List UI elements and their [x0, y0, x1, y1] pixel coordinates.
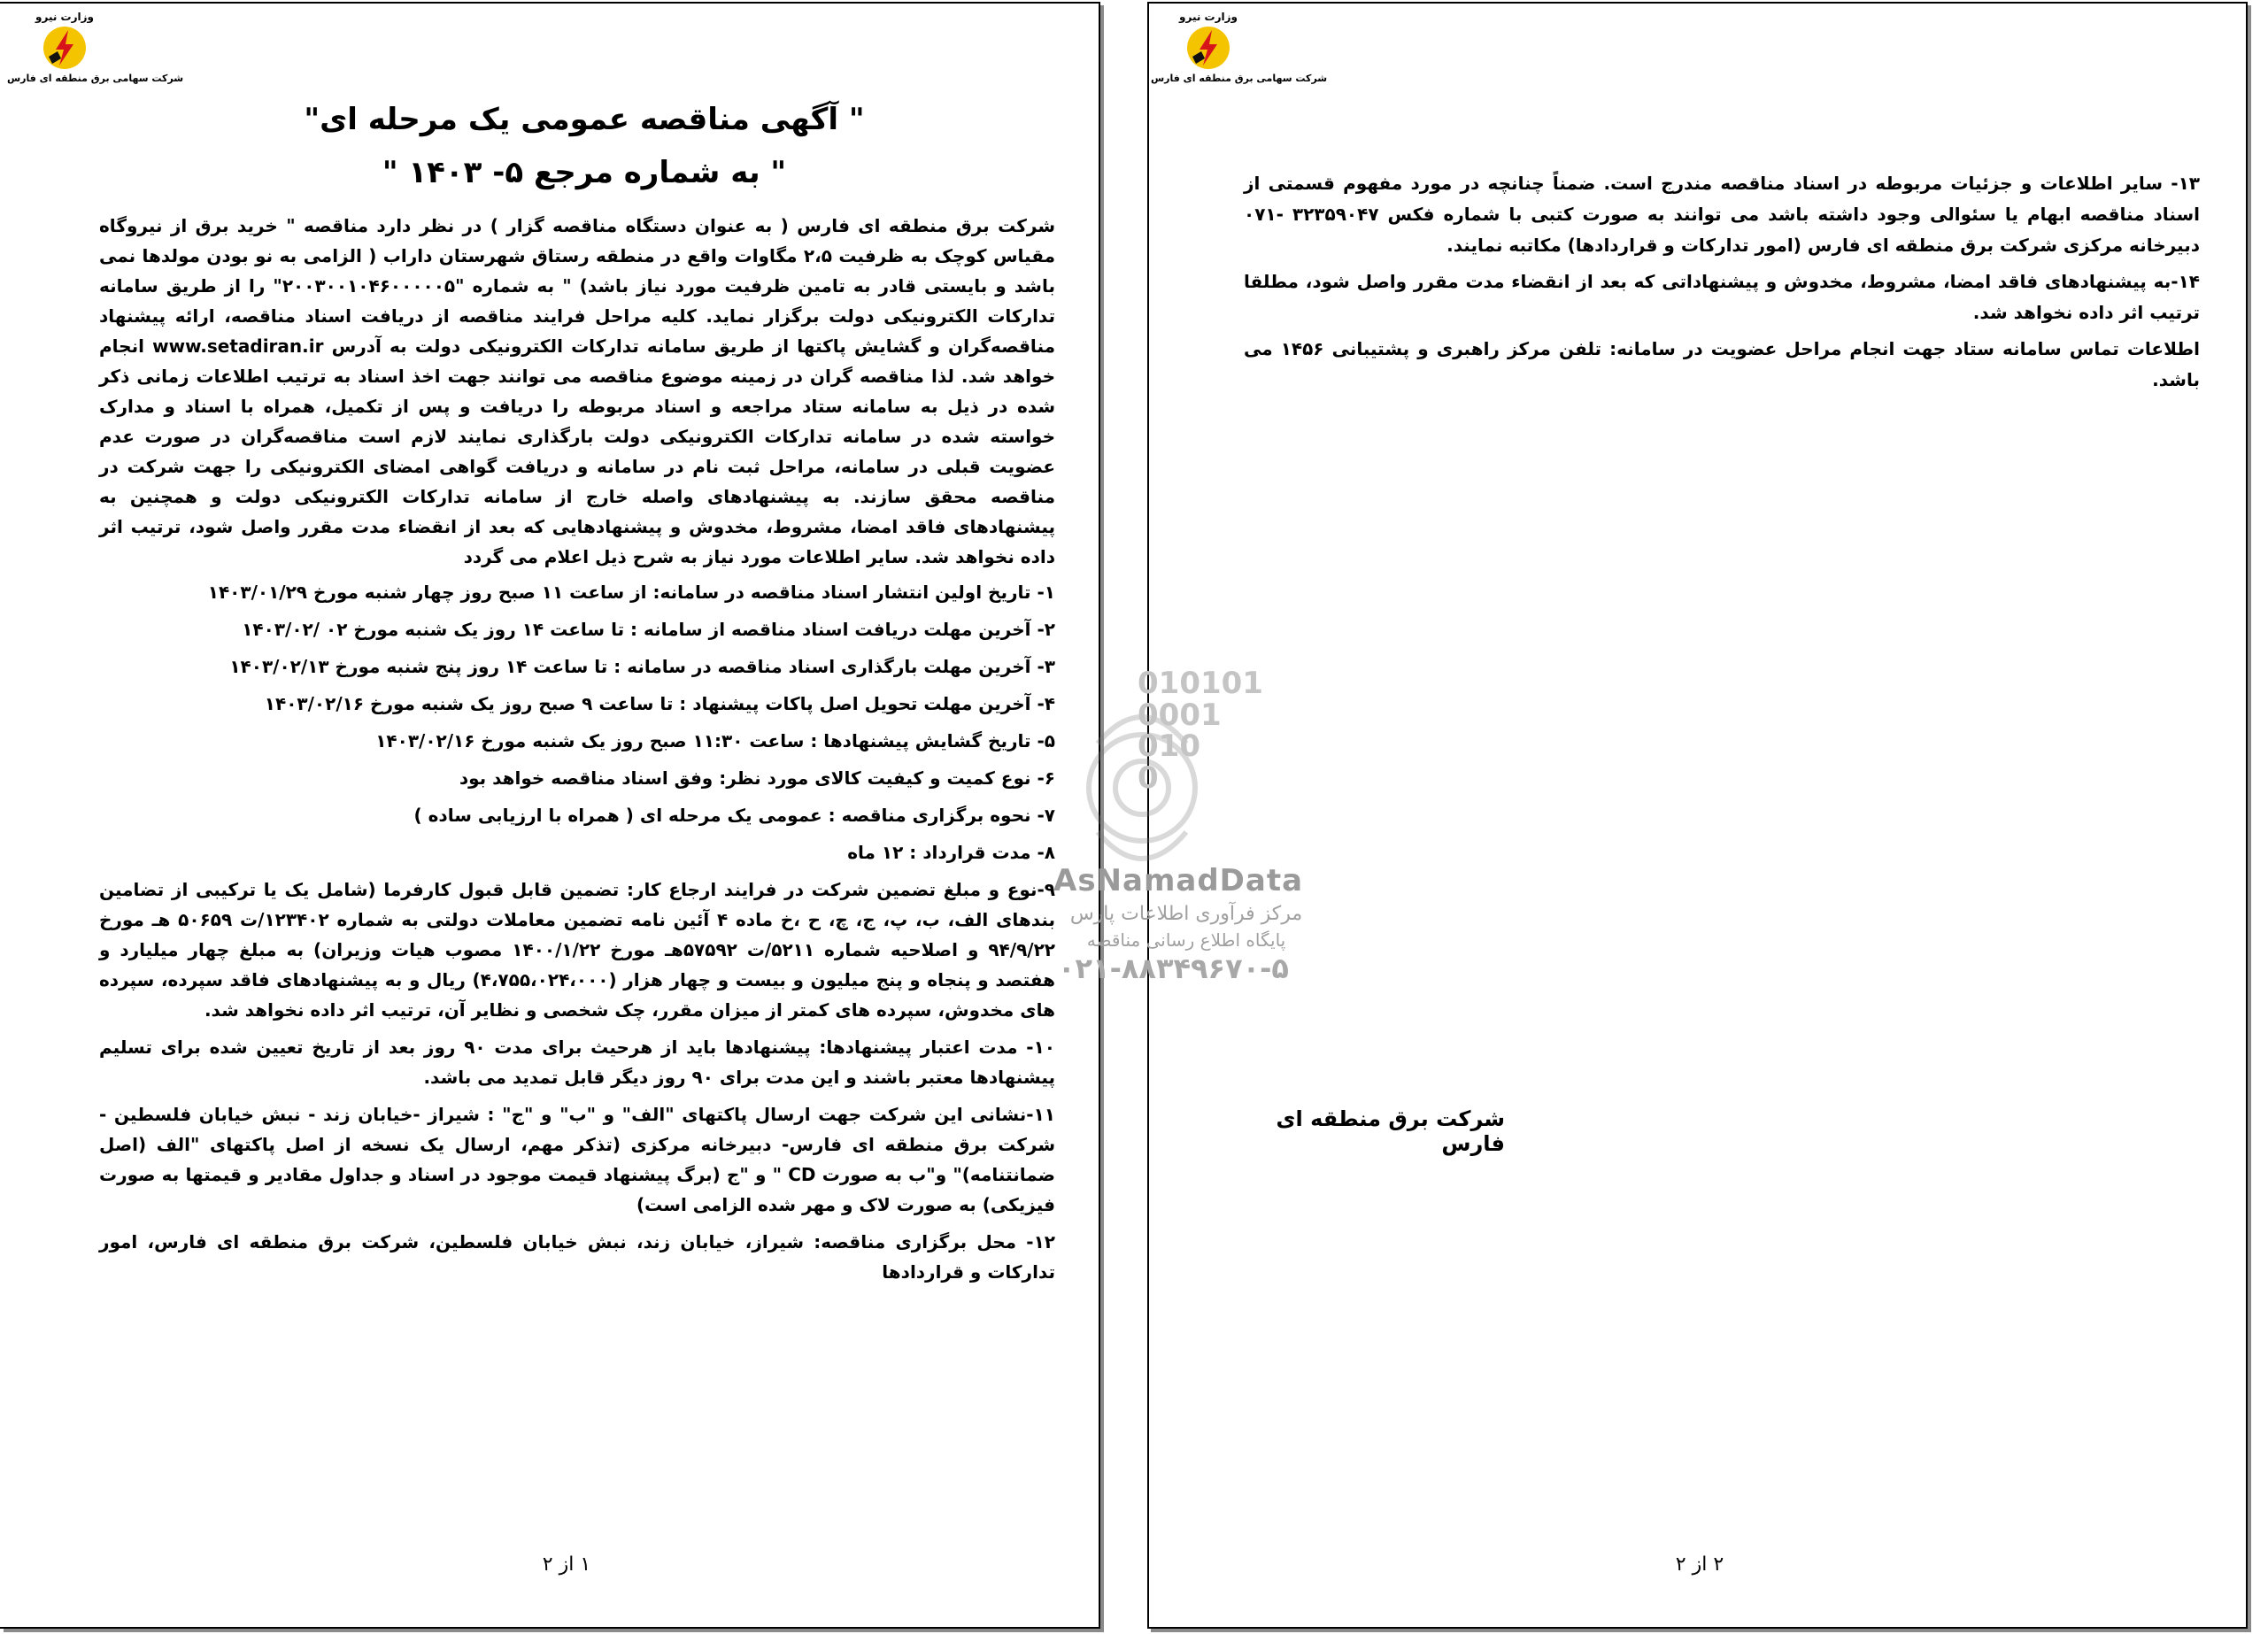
tender-item-6: ۶- نوع کمیت و کیفیت کالای مورد نظر: وفق اسناد مناقصه خواهد بود	[459, 767, 1055, 789]
page-subtitle: " به شماره مرجع ۵- ۱۴۰۳ "	[382, 155, 787, 190]
tender-item-14: ۱۴-به پیشنهادهای فاقد امضا، مشروط، مخدوش و پیشنهاداتی که بعد از انقضاء مدت مقرر واصل شود، مطلقا ترتیب اثر داده نخواهد شد.	[1244, 271, 2200, 323]
page-number: ۲ از ۲	[1675, 1553, 1724, 1576]
company-label: شرکت سهامی برق منطقه ای فارس	[7, 73, 184, 84]
tender-body-continued	[1244, 168, 2200, 401]
contact-info: اطلاعات تماس سامانه ستاد جهت انجام مراحل عضویت در سامانه: تلفن مرکز راهبری و پشتیبانی ۱۴۵۶ می باشد.	[1244, 338, 2200, 390]
tender-item-2: ۲- آخرین مهلت دریافت اسناد مناقصه از سامانه : تا ساعت ۱۴ روز یک شنبه مورخ ۰۲ /۱۴۰۳/۰۲	[242, 619, 1055, 640]
ministry-label: وزارت نیرو	[35, 11, 94, 23]
tender-item-10: ۱۰- مدت اعتبار پیشنهادها: پیشنهادها باید از هرحیث برای مدت ۹۰ روز بعد از تاریخ تعیین شده برای تسلیم پیشنهادها معتبر باشند و این مدت برای ۹۰ روز دیگر قابل تمدید می باشد.	[99, 1037, 1055, 1088]
intro-paragraph: شرکت برق منطقه ای فارس ( به عنوان دستگاه مناقصه گزار ) در نظر دارد مناقصه " خرید برق از نیروگاه مقیاس کوچک به ظرفیت ۲،۵ مگاوات واقع در منطقه رستاق شهرستان داراب ( الزامی به نو بودن مولدها نمی باشد و بایستی قادر به تامین ظرفیت مورد نیاز باشد) " به شماره "۲۰۰۳۰۰۱۰۴۶۰۰۰۰۰۵" را از طریق سامانه تدارکات الکترونیکی دولت برگزار نماید. کلیه مراحل فرایند مناقصه از دریافت اسناد مناقصه، ارائه پیشنهاد مناقصه‌گران و گشایش پاکتها از طریق سامانه تدارکات الکترونیکی دولت به آدرس www.setadiran.ir انجام خواهد شد. لذا مناقصه گران در زمینه موضوع مناقصه می توانند جهت اخذ اسناد به ترتیب اطلاعات زمانی ذکر شده در ذیل به سامانه ستاد مراجعه و اسناد مربوطه را دریافت و پس از تکمیل، همراه با اسناد و مدارک خواسته شده در سامانه تدارکات الکترونیکی دولت بارگذاری نمایند لازم است مناقصه‌گران در صورت عدم عضویت قبلی در سامانه، مراحل ثبت نام در سامانه و دریافت گواهی امضای الکترونیکی را جهت شرکت در مناقصه محقق سازند. به پیشنهادهای واصله خارج از سامانه تدارکات الکترونیکی دولت و همچنین به پیشنهادهای فاقد امضا، مشروط، مخدوش و پیشنهادهایی که بعد از انقضاء مدت مقرر واصل شود، ترتیب اثر داده نخواهد شد. سایر اطلاعات مورد نیاز به شرح ذیل اعلام می گردد	[99, 215, 1055, 567]
tender-item-12: ۱۲- محل برگزاری مناقصه: شیراز، خیابان زند، نبش خیابان فلسطین، شرکت برق منطقه ای فارس، امور تدارکات و قراردادها	[99, 1231, 1055, 1283]
page-title: " آگهی مناقصه عمومی یک مرحله ای"	[304, 102, 865, 137]
tender-item-7: ۷- نحوه برگزاری مناقصه : عمومی یک مرحله ای ( همراه با ارزیابی ساده )	[413, 805, 1055, 826]
tender-item-9: ۹-نوع و مبلغ تضمین شرکت در فرایند ارجاع کار: تضمین قابل قبول کارفرما (شامل یک یا ترکیبی از تضامین بندهای الف، ب، پ، ج، چ، ح ،خ ماده ۴ آئین نامه تضمین معاملات دولتی به شماره ۱۲۳۴۰۲/ت ۵۰۶۵۹ هـ مورخ ۹۴/۹/۲۲ و اصلاحیه شماره ۵۲۱۱/ت ۵۷۵۹۲هـ مورخ ۱۴۰۰/۱/۲۲ مصوب هیات وزیران) به مبلغ چهار میلیارد و هفتصد و پنجاه و پنج میلیون و بیست و چهار هزار (۴،۷۵۵،۰۲۴،۰۰۰) ریال و به پیشنهادهای فاقد سپرده، سپرده های مخدوش، سپرده های کمتر از میزان مقرر، چک شخصی و نظایر آن، ترتیب اثر داده نخواهد شد.	[99, 879, 1056, 1021]
company-label: شرکت سهامی برق منطقه ای فارس	[1151, 73, 1328, 84]
tender-item-13: ۱۳- سایر اطلاعات و جزئیات مربوطه در اسناد مناقصه مندرج است. ضمناً چنانچه در مورد مفهوم قسمتی از اسناد مناقصه ابهام یا سئوالی وجود داشته باشد می توانند به صورت کتبی با شماره فکس ۳۲۳۵۹۰۴۷ -۰۷۱ دبیرخانه مرکزی شرکت برق منطقه ای فارس (امور تدارکات و قراردادها) مکاتبه نمایند.	[1244, 173, 2201, 256]
signature-company: شرکت برق منطقه ای فارس	[1276, 1106, 1505, 1156]
watermark-line2: پایگاه اطلاع رسانی مناقصه	[1086, 929, 1286, 951]
company-logo	[1151, 11, 1328, 99]
watermark-binary: 010101 0001 010 0	[1138, 666, 1263, 797]
ministry-label: وزارت نیرو	[1179, 11, 1238, 23]
tender-item-4: ۴- آخرین مهلت تحویل اصل پاکات پیشنهاد : تا ساعت ۹ صبح روز یک شنبه مورخ ۱۴۰۳/۰۲/۱۶	[264, 693, 1055, 714]
tender-item-8: ۸- مدت قرارداد : ۱۲ ماه	[847, 842, 1055, 863]
tender-item-11: ۱۱-نشانی این شرکت جهت ارسال پاکتهای "الف" و "ب" و "ج" : شیراز -خیابان زند - نبش خیابان فلسطین - شرکت برق منطقه ای فارس- دبیرخانه مرکزی (تذکر مهم، ارسال یک نسخه از اصل پاکتهای "الف (اصل ضمانتنامه)" و"ب به صورت CD " و "ج (برگ پیشنهاد قیمت موجود در اسناد و جداول مقادیر و قیمتها به صورت فیزیکی) به صورت لاک و مهر شده الزامی است)	[99, 1104, 1055, 1215]
watermark-brand: AsNamadData	[1053, 863, 1304, 898]
page-number: ۱ از ۲	[542, 1553, 591, 1576]
tender-item-1: ۱- تاریخ اولین انتشار اسناد مناقصه در سامانه: از ساعت ۱۱ صبح روز چهار شنبه مورخ ۱۴۰۳/۰۱/۲۹	[207, 582, 1055, 603]
tender-item-3: ۳- آخرین مهلت بارگذاری اسناد مناقصه در سامانه : تا ساعت ۱۴ روز پنج شنبه مورخ ۱۴۰۳/۰۲/۱۳	[229, 656, 1055, 677]
company-logo	[7, 11, 184, 99]
electricity-logo-icon	[1185, 25, 1231, 71]
watermark-line1: مرکز فرآوری اطلاعات پارس	[1069, 903, 1303, 925]
electricity-logo-icon	[42, 25, 88, 71]
tender-item-5: ۵- تاریخ گشایش پیشنهادها : ساعت ۱۱:۳۰ صبح روز یک شنبه مورخ ۱۴۰۳/۰۲/۱۶	[375, 730, 1055, 751]
tender-body	[99, 211, 1055, 1294]
watermark-phone: ۰۲۱-۸۸۳۴۹۶۷۰-۵	[1058, 952, 1289, 985]
